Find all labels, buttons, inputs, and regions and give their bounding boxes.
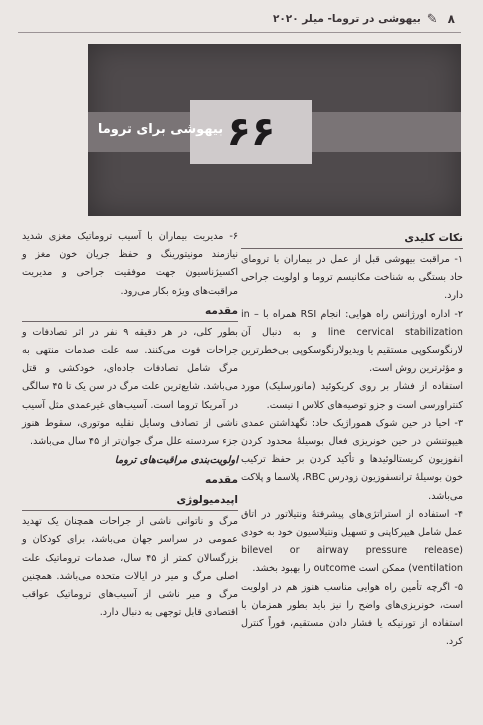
introduction-body: بطور کلی، در هر دقیقه ۹ نفر در اثر تصادفات و جراحات فوت می‌کنند. سه علت صدمات منتهی به مرگ شامل تصادفات جاده‌ای، خودکشی و قتل می‌باشد. شایع‌ترین علت مرگ در سن یک تا ۴۵ سالگی در آمریکا تروما است. آسیب‌های غیرعمدی مثل آسیب ناشی از تصادف وسایل نقلیه موتوری، سقوط هنوز جزء سردسته علل مرگ جوان‌تر از ۴۵ سال می‌باشد. xyxy=(22,326,238,448)
epidemiology-body: مرگ و ناتوانی ناشی از جراحات همچنان یک تهدید عمومی در سراسر جهان می‌باشد، برای کودکان و بزرگسالان کمتر از ۴۵ سال، صدمات تروماتیک علت اصلی مرگ و میر در ایالات متحده می‌باشد. همچنین مرگ و میر ناشی از آسیب‌های تروماتیک عواقب اقتصادی قابل توجهی به دنبال دارد. xyxy=(22,516,238,619)
book-mark-icon: ✎ xyxy=(426,11,438,27)
epidemiology-heading: اپیدمیولوژی xyxy=(22,490,238,511)
priority-heading: اولویت‌بندی مراقبت‌های تروما xyxy=(114,455,238,467)
chapter-number: ۶۶ xyxy=(226,109,276,155)
key-point: ۵- اگرچه تأمین راه هوایی مناسب هنوز هم در اولویت است، خونریزی‌های واضح را نیز باید بطور همزمان با استفاده از تورنیکه یا فشار دادن مستقیم، فوراً کنترل کرد. xyxy=(241,581,463,648)
key-point: ۲- اداره اورژانس راه هوایی: انجام RSI همراه با in – line cervical stabilization و به دنبال آن لارنگوسکوپی مستقیم یا ویدیولارنگوسکوپی بی‌خطرترین و مؤثرترین روش است. xyxy=(241,308,463,375)
key-point-continued: ۶- مدیریت بیماران با آسیب تروماتیک مغزی شدید نیازمند مونیتورینگ و حفظ جریان خون مغز و اکسیژناسیون جهت موفقیت جراحی و مدیریت مراقبت‌های ویژه بکار می‌رود. xyxy=(22,231,238,297)
key-points-heading: نکات کلیدی xyxy=(241,228,463,249)
running-header xyxy=(20,8,455,30)
priority-subheading: مقدمه xyxy=(205,474,238,487)
key-point: استفاده از فشار بر روی کریکوئید (مانورسلیک) مورد کنتراورسی است و جزو توصیه‌های کلاس I نیست. xyxy=(241,381,463,411)
header-rule xyxy=(18,32,461,33)
key-point: ۱- مراقبت بیهوشی قبل از عمل در بیماران با ترومای حاد بستگی به شناخت مکانیسم تروما و اولویت جراحی دارد. xyxy=(241,254,463,302)
running-title: بیهوشی در تروما- میلر ۲۰۲۰ xyxy=(272,13,421,25)
chapter-banner xyxy=(88,44,461,216)
left-column xyxy=(22,228,238,622)
key-point: ۳- احیا در حین شوک هموراژیک حاد: نگهداشتن عمدی هیپوتنشن در حین خونریزی فعال بوسیلهٔ محدود کردن انفوزیون کریستالوئیدها و تأکید کردن بر حفظ ترکیب خون بوسیلهٔ ترانسفوزیون زودرس RBC، پلاسما و پلاکت می‌باشد. xyxy=(241,417,463,502)
key-point: ۴- استفاده از استراتژی‌های پیشرفتهٔ ونتیلاتور در اتاق عمل شامل هیپرکاپنی و تسهیل ونتیلاسیون خود به خودی (bilevel or airway pressure release ventilation) ممکن است outcome را بهبود بخشد. xyxy=(241,508,463,575)
introduction-heading: مقدمه xyxy=(22,301,238,322)
chapter-title: بیهوشی برای تروما xyxy=(97,122,224,137)
right-column xyxy=(241,228,463,651)
page-number: ۸ xyxy=(447,12,455,26)
